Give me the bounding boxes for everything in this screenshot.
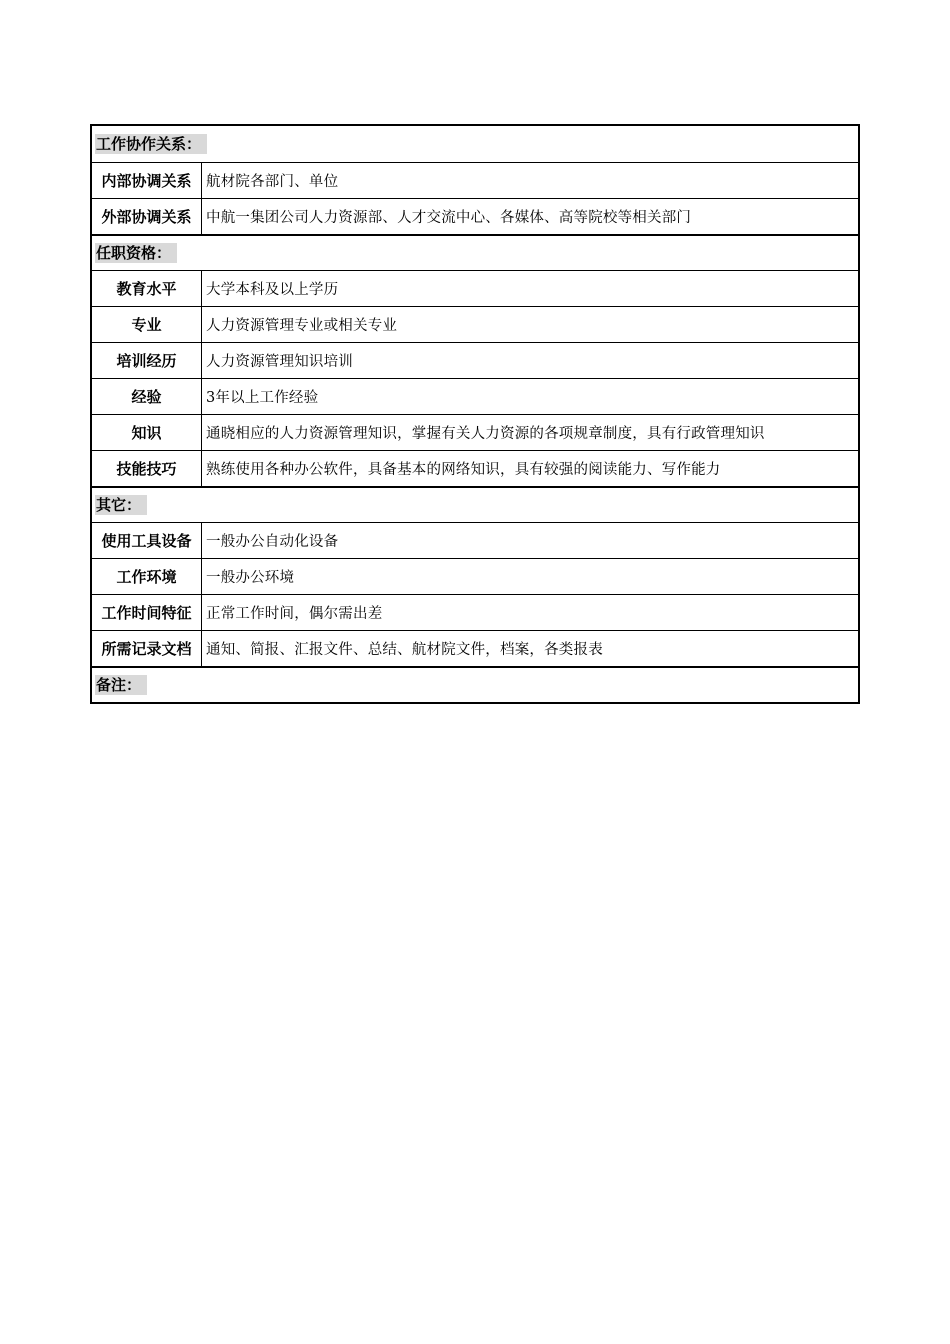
table-row xyxy=(92,630,858,666)
row-label-experience: 经验 xyxy=(92,379,202,414)
row-value-skills: 熟练使用各种办公软件，具备基本的网络知识，具有较强的阅读能力、写作能力 xyxy=(206,462,721,478)
row-label-tools: 使用工具设备 xyxy=(92,523,202,558)
table-row xyxy=(92,594,858,630)
table-row xyxy=(92,522,858,558)
row-value-internal-coordination: 航材院各部门、单位 xyxy=(206,174,339,190)
table-row xyxy=(92,306,858,342)
row-label-work-hours: 工作时间特征 xyxy=(92,595,202,630)
row-value-tools: 一般办公自动化设备 xyxy=(206,534,339,550)
table-row xyxy=(92,414,858,450)
section-header-qualifications xyxy=(92,234,858,270)
table-row xyxy=(92,378,858,414)
row-value-external-coordination: 中航一集团公司人力资源部、人才交流中心、各媒体、高等院校等相关部门 xyxy=(206,210,692,226)
row-label-internal-coordination: 内部协调关系 xyxy=(92,163,202,198)
section-title-qualifications: 任职资格： xyxy=(95,243,177,263)
row-value-experience: 3年以上工作经验 xyxy=(206,390,319,406)
row-label-training: 培训经历 xyxy=(92,343,202,378)
row-value-training: 人力资源管理知识培训 xyxy=(206,354,353,370)
row-label-environment: 工作环境 xyxy=(92,559,202,594)
table-row xyxy=(92,558,858,594)
row-label-knowledge: 知识 xyxy=(92,415,202,450)
table-row xyxy=(92,198,858,234)
table-row xyxy=(92,162,858,198)
section-title-cooperation: 工作协作关系： xyxy=(95,134,207,154)
section-header-remarks xyxy=(92,666,858,702)
row-label-major: 专业 xyxy=(92,307,202,342)
section-title-other: 其它： xyxy=(95,495,147,515)
row-label-education: 教育水平 xyxy=(92,271,202,306)
row-label-skills: 技能技巧 xyxy=(92,451,202,486)
section-header-other xyxy=(92,486,858,522)
row-value-education: 大学本科及以上学历 xyxy=(206,282,339,298)
row-value-knowledge: 通晓相应的人力资源管理知识，掌握有关人力资源的各项规章制度，具有行政管理知识 xyxy=(206,426,765,442)
row-value-environment: 一般办公环境 xyxy=(206,570,295,586)
section-header-cooperation xyxy=(92,126,858,162)
row-value-work-hours: 正常工作时间，偶尔需出差 xyxy=(206,606,383,622)
table-row xyxy=(92,450,858,486)
job-description-table xyxy=(90,124,860,704)
row-value-documents: 通知、简报、汇报文件、总结、航材院文件，档案，各类报表 xyxy=(206,642,603,658)
section-title-remarks: 备注： xyxy=(95,675,147,695)
row-label-external-coordination: 外部协调关系 xyxy=(92,199,202,234)
table-row xyxy=(92,342,858,378)
table-row xyxy=(92,270,858,306)
row-label-documents: 所需记录文档 xyxy=(92,631,202,666)
row-value-major: 人力资源管理专业或相关专业 xyxy=(206,318,398,334)
